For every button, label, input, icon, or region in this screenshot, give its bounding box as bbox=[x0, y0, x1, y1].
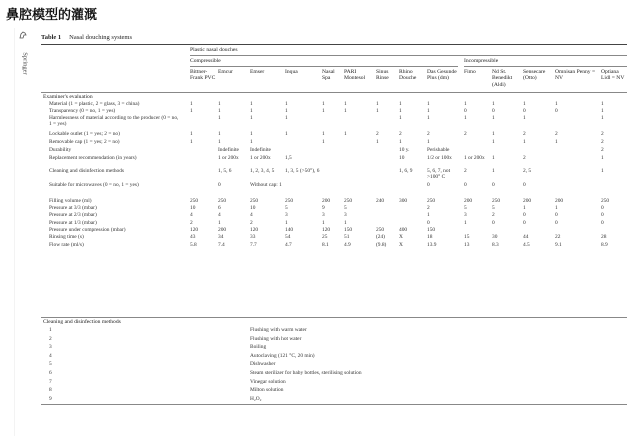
table-cell: 1 bbox=[492, 101, 495, 107]
table-cell: 1 or 200x bbox=[464, 155, 485, 161]
header-bottom-rule bbox=[41, 92, 627, 93]
row-label: Flow rate (ml/s) bbox=[49, 242, 84, 248]
row-label: Material (1 = plastic, 2 = glass, 3 = china) bbox=[49, 101, 140, 107]
table-cell: 1 bbox=[322, 131, 325, 137]
table-cell: 10 bbox=[399, 155, 405, 161]
table-cell: 1, 5, 6 bbox=[218, 168, 232, 174]
table-cell: 4.9 bbox=[344, 242, 351, 248]
column-header: Das Gesunde Plus (dm) bbox=[427, 69, 457, 82]
column-header: PARI Montesol bbox=[344, 69, 366, 82]
table-cell: 1/2 or 100x bbox=[427, 155, 452, 161]
table-cell: 1 bbox=[190, 131, 193, 137]
table-cell: 250 bbox=[190, 198, 199, 204]
group-header-rule bbox=[190, 55, 627, 56]
table-cell: 200 bbox=[322, 198, 331, 204]
table-cell: 1 bbox=[464, 101, 467, 107]
incompressible-header: Incompressible bbox=[464, 58, 499, 64]
table-cell: 1 bbox=[285, 115, 288, 121]
column-header: Omnisan Penny = NV bbox=[555, 69, 596, 82]
method-description: Autoclaving (121 °C, 20 min) bbox=[250, 352, 315, 359]
table-cell: 5 bbox=[285, 205, 288, 211]
table-cell: 15 bbox=[464, 234, 470, 240]
table-cell: 8.1 bbox=[322, 242, 329, 248]
table-cell: 1 bbox=[555, 139, 558, 145]
method-number: 7 bbox=[49, 378, 52, 385]
table-cell: 1 bbox=[427, 212, 430, 218]
page-title: 鼻腔模型的灌溉 bbox=[6, 8, 98, 23]
table-cell: 1 bbox=[399, 101, 402, 107]
method-number: 8 bbox=[49, 387, 52, 394]
compressible-header: Compressible bbox=[190, 58, 221, 64]
table-cell: 0 bbox=[555, 108, 558, 114]
table-cell: 3 bbox=[322, 212, 325, 218]
table-cell: 1 bbox=[464, 220, 467, 226]
table-cell: 1 bbox=[344, 131, 347, 137]
table-cell: 1 bbox=[427, 139, 430, 145]
table-cell: 2 bbox=[464, 168, 467, 174]
table-cell: 1 bbox=[250, 108, 253, 114]
table-cell: 0 bbox=[601, 205, 604, 211]
table-cell: 250 bbox=[218, 198, 227, 204]
method-number: 9 bbox=[49, 395, 52, 402]
table-cell: 2 bbox=[376, 131, 379, 137]
table-cell: 0 bbox=[523, 220, 526, 226]
table-caption-text: Nasal douching systems bbox=[69, 34, 132, 41]
table-cell: 0 bbox=[523, 212, 526, 218]
table-cell: 43 bbox=[190, 234, 196, 240]
column-header: Emcur bbox=[218, 69, 233, 75]
table-cell: 250 bbox=[427, 198, 436, 204]
table-cell: 1 bbox=[555, 205, 558, 211]
table-cell: 1 bbox=[190, 139, 193, 145]
table-cell: 1 bbox=[492, 115, 495, 121]
springer-horse-icon bbox=[18, 30, 28, 40]
row-label: Filling volume (ml) bbox=[49, 198, 92, 204]
table-cell: 2 bbox=[427, 205, 430, 211]
table-cell: 250 bbox=[285, 198, 294, 204]
table-cell: 4.5 bbox=[523, 242, 530, 248]
row-label: Suitable for microwaves (0 = no, 1 = yes) bbox=[49, 182, 139, 188]
table-cell: 28 bbox=[601, 234, 607, 240]
table-cell: 0 bbox=[427, 220, 430, 226]
table-cell: 22 bbox=[555, 234, 561, 240]
compressible-rule bbox=[190, 66, 458, 67]
table-cell: 1 bbox=[601, 115, 604, 121]
table-middle-rule bbox=[41, 317, 627, 318]
row-label: Removable cap (1 = yes; 2 = no) bbox=[49, 139, 120, 145]
table-cell: 4 bbox=[190, 212, 193, 218]
row-label: Harmlessness of material according to the producer (0 = no, 1 = yes) bbox=[49, 115, 179, 128]
row-label: Cleaning and disinfection methods bbox=[49, 168, 125, 174]
document-scan bbox=[14, 28, 625, 436]
method-description: Flushing with hot water bbox=[250, 335, 302, 342]
table-cell: 2, 5 bbox=[523, 168, 532, 174]
table-cell: 1 bbox=[601, 101, 604, 107]
table-cell: 0 bbox=[218, 182, 221, 188]
table-cell: 10 bbox=[250, 205, 256, 211]
table-cell: 5 bbox=[492, 205, 495, 211]
table-cell: 0 bbox=[523, 108, 526, 114]
table-cell: 1 bbox=[218, 220, 221, 226]
table-cell: 5, 6, 7, not >100° C bbox=[427, 168, 451, 181]
table-cell: 4.7 bbox=[285, 242, 292, 248]
table-cell: 0 bbox=[492, 108, 495, 114]
table-cell: 9 bbox=[322, 205, 325, 211]
table-cell: 2 bbox=[399, 131, 402, 137]
row-label: Pressure under compression (mbar) bbox=[49, 227, 126, 233]
table-cell: 200 bbox=[464, 198, 473, 204]
column-header: Sinus Rinse bbox=[376, 69, 389, 82]
column-header: Bittner-Frank PVC bbox=[190, 69, 216, 82]
column-header: Emser bbox=[250, 69, 265, 75]
table-cell: 1 bbox=[250, 131, 253, 137]
table-cell: 1 bbox=[285, 101, 288, 107]
table-cell: 1, 6, 9 bbox=[399, 168, 413, 174]
incompressible-rule bbox=[464, 66, 627, 67]
table-cell: 1 bbox=[322, 220, 325, 226]
method-number: 3 bbox=[49, 344, 52, 351]
table-cell: 1 bbox=[399, 108, 402, 114]
table-cell: 150 bbox=[344, 227, 353, 233]
table-cell: 1 bbox=[523, 139, 526, 145]
table-cell: 120 bbox=[190, 227, 199, 233]
table-cell: 1 bbox=[250, 139, 253, 145]
table-cell: 1 bbox=[601, 155, 604, 161]
table-cell: X bbox=[399, 234, 403, 240]
table-cell: 8.9 bbox=[601, 242, 608, 248]
method-number: 5 bbox=[49, 361, 52, 368]
row-label: Replacement recommendation (in years) bbox=[49, 155, 137, 161]
row-label: Pressure at 1/3 (mbar) bbox=[49, 220, 97, 226]
table-cell: 120 bbox=[322, 227, 331, 233]
table-cell: 1 bbox=[190, 101, 193, 107]
table-cell: 0 bbox=[555, 220, 558, 226]
column-header: Fimo bbox=[464, 69, 476, 75]
table-cell: 1 bbox=[376, 139, 379, 145]
table-cell: 7.4 bbox=[218, 242, 225, 248]
table-cell: 33 bbox=[250, 234, 256, 240]
row-label: Rinsing time (s) bbox=[49, 234, 84, 240]
table-cell: 13 bbox=[464, 242, 470, 248]
table-cell: 0 bbox=[427, 182, 430, 188]
table-cell: 1 bbox=[601, 108, 604, 114]
table-cell: 1 bbox=[427, 108, 430, 114]
column-header: Sensecare (Otto) bbox=[523, 69, 546, 82]
table-cell: 1 bbox=[250, 115, 253, 121]
column-header: Optiana Lidl = NV bbox=[601, 69, 625, 82]
row-label: Pressure at 3/3 (mbar) bbox=[49, 205, 97, 211]
table-cell: 30 bbox=[492, 234, 498, 240]
table-cell: 200 bbox=[523, 198, 532, 204]
table-cell: 1 bbox=[218, 108, 221, 114]
table-cell: 1 bbox=[427, 115, 430, 121]
table-cell: 2 bbox=[601, 139, 604, 145]
table-cell: 7.7 bbox=[250, 242, 257, 248]
table-cell: Indefinite bbox=[250, 147, 271, 153]
table-cell: 1 bbox=[492, 155, 495, 161]
table-caption bbox=[41, 34, 132, 41]
table-cell: 2 bbox=[250, 220, 253, 226]
table-cell: 1 bbox=[285, 220, 288, 226]
table-cell: 10 bbox=[190, 205, 196, 211]
table-cell: 2 bbox=[601, 147, 604, 153]
column-header: Rhino Douche bbox=[399, 69, 417, 82]
table-cell: 8.3 bbox=[492, 242, 499, 248]
table-cell: 250 bbox=[601, 198, 610, 204]
table-cell: 250 bbox=[492, 198, 501, 204]
table-cell: 1 bbox=[190, 108, 193, 114]
table-cell: 0 bbox=[555, 212, 558, 218]
table-cell: 400 bbox=[399, 227, 408, 233]
method-number: 1 bbox=[49, 327, 52, 333]
table-cell: 250 bbox=[250, 198, 259, 204]
table-cell: 120 bbox=[250, 227, 259, 233]
table-cell: 0 bbox=[492, 182, 495, 188]
table-cell: 300 bbox=[399, 198, 408, 204]
table-cell: 1 bbox=[218, 101, 221, 107]
table-bottom-rule bbox=[41, 404, 627, 405]
table-cell: 5 bbox=[344, 205, 347, 211]
table-cell: 1 bbox=[322, 101, 325, 107]
table-cell: 240 bbox=[376, 198, 385, 204]
table-cell: 25 bbox=[322, 234, 328, 240]
method-number: 2 bbox=[49, 335, 52, 342]
table-cell: 1,5 bbox=[285, 155, 292, 161]
table-cell: 54 bbox=[285, 234, 291, 240]
table-cell: 1 bbox=[492, 131, 495, 137]
table-cell: 1 bbox=[344, 101, 347, 107]
table-cell: 2 bbox=[601, 131, 604, 137]
method-description: Dishwasher bbox=[250, 361, 276, 368]
table-cell: 1 bbox=[285, 108, 288, 114]
table-cell: 1 or 200x bbox=[218, 155, 239, 161]
table-cell: 200 bbox=[218, 227, 227, 233]
table-cell: 1, 3, 5 (>50°), 6 bbox=[285, 168, 320, 174]
table-cell: 150 bbox=[427, 227, 436, 233]
table-cell: 140 bbox=[285, 227, 294, 233]
table-cell: 34 bbox=[218, 234, 224, 240]
table-cell: 2 bbox=[523, 131, 526, 137]
table-cell: 1 bbox=[218, 115, 221, 121]
group-header: Plastic nasal douches bbox=[190, 47, 238, 53]
table-cell: 0 bbox=[523, 182, 526, 188]
table-cell: 1 bbox=[492, 168, 495, 174]
table-cell: 2 bbox=[190, 220, 193, 226]
table-cell: 1 or 200x bbox=[250, 155, 271, 161]
table-cell: 1, 2, 3, 4, 5 bbox=[250, 168, 275, 174]
table-cell: 4 bbox=[250, 212, 253, 218]
table-cell: 44 bbox=[523, 234, 529, 240]
publisher-mark bbox=[17, 30, 29, 100]
publisher-name: Springer bbox=[21, 52, 29, 75]
table-cell: 1 bbox=[285, 131, 288, 137]
method-description: Steam sterilizer for baby bottles, sterilising solution bbox=[250, 370, 362, 376]
method-description: Boiling bbox=[250, 344, 267, 351]
method-number: 6 bbox=[49, 370, 52, 376]
method-description: Milton solution bbox=[250, 387, 284, 394]
method-description: H₂O₂ bbox=[250, 395, 262, 402]
table-cell: 5.8 bbox=[190, 242, 197, 248]
table-top-rule bbox=[41, 44, 627, 45]
row-label: Transparency (0 = no, 1 = yes) bbox=[49, 108, 116, 114]
table-cell: 6 bbox=[218, 205, 221, 211]
table-cell: 2 bbox=[464, 131, 467, 137]
section-examiner-evaluation: Examiner's evaluation bbox=[43, 94, 93, 100]
column-header: Inqua bbox=[285, 69, 298, 75]
row-label: Pressure at 2/3 (mbar) bbox=[49, 212, 97, 218]
table-cell: 3 bbox=[285, 212, 288, 218]
table-cell: Perishable bbox=[427, 147, 450, 153]
table-cell: 1 bbox=[218, 139, 221, 145]
table-cell: 2 bbox=[492, 212, 495, 218]
method-description: Vinegar solution bbox=[250, 378, 286, 385]
table-cell: X bbox=[399, 242, 403, 248]
table-cell: 200 bbox=[555, 198, 564, 204]
table-cell: Indefinite bbox=[218, 147, 239, 153]
table-cell: 13.9 bbox=[427, 242, 437, 248]
table-cell: 1 bbox=[344, 108, 347, 114]
table-cell: 0 bbox=[601, 212, 604, 218]
table-cell: 10 y. bbox=[399, 147, 410, 153]
table-cell: 1 bbox=[523, 115, 526, 121]
table-cell: 1 bbox=[601, 168, 604, 174]
table-cell: 51 bbox=[344, 234, 350, 240]
column-header: Nasal Spa bbox=[322, 69, 335, 82]
table-cell: 4 bbox=[218, 212, 221, 218]
table-cell: 1 bbox=[427, 101, 430, 107]
table-cell: 0 bbox=[601, 220, 604, 226]
table-cell: (24) bbox=[376, 234, 385, 240]
method-number: 4 bbox=[49, 352, 52, 359]
table-cell: 5 bbox=[464, 205, 467, 211]
table-cell: 1 bbox=[464, 115, 467, 121]
table-number: Table 1 bbox=[41, 34, 62, 41]
table-cell: 1 bbox=[399, 139, 402, 145]
table-cell: 2 bbox=[555, 131, 558, 137]
table-cell: 1 bbox=[218, 131, 221, 137]
table-cell: 0 bbox=[492, 220, 495, 226]
table-cell: 1 bbox=[250, 101, 253, 107]
table-cell: 3 bbox=[344, 212, 347, 218]
table-cell: 18 bbox=[427, 234, 433, 240]
table-cell: 2 bbox=[427, 131, 430, 137]
table-cell: 1 bbox=[376, 101, 379, 107]
table-cell: 250 bbox=[344, 198, 353, 204]
table-cell: 1 bbox=[376, 108, 379, 114]
table-cell: (9.8) bbox=[376, 242, 387, 248]
table-cell: 9.1 bbox=[555, 242, 562, 248]
table-cell: Without cap: 1 bbox=[250, 182, 282, 188]
table-cell: 1 bbox=[555, 101, 558, 107]
table-cell: 0 bbox=[464, 182, 467, 188]
table-cell: 0 bbox=[464, 108, 467, 114]
table-cell: 1 bbox=[523, 205, 526, 211]
row-label: Lockable outlet (1 = yes; 2 = no) bbox=[49, 131, 120, 137]
column-header: Nd St. Benedikt (Aldi) bbox=[492, 69, 513, 88]
table-cell: 1 bbox=[523, 101, 526, 107]
table-cell: 2 bbox=[523, 155, 526, 161]
table-cell: 1 bbox=[399, 115, 402, 121]
row-label: Durability bbox=[49, 147, 72, 153]
table-cell: 250 bbox=[376, 227, 385, 233]
table-cell: 1 bbox=[492, 139, 495, 145]
section-cleaning-methods: Cleaning and disinfection methods bbox=[43, 319, 121, 325]
table-cell: 1 bbox=[344, 220, 347, 226]
table-cell: 3 bbox=[464, 212, 467, 218]
table-cell: 1 bbox=[322, 139, 325, 145]
table-cell: 1 bbox=[322, 108, 325, 114]
method-description: Flushing with warm water bbox=[250, 327, 307, 333]
